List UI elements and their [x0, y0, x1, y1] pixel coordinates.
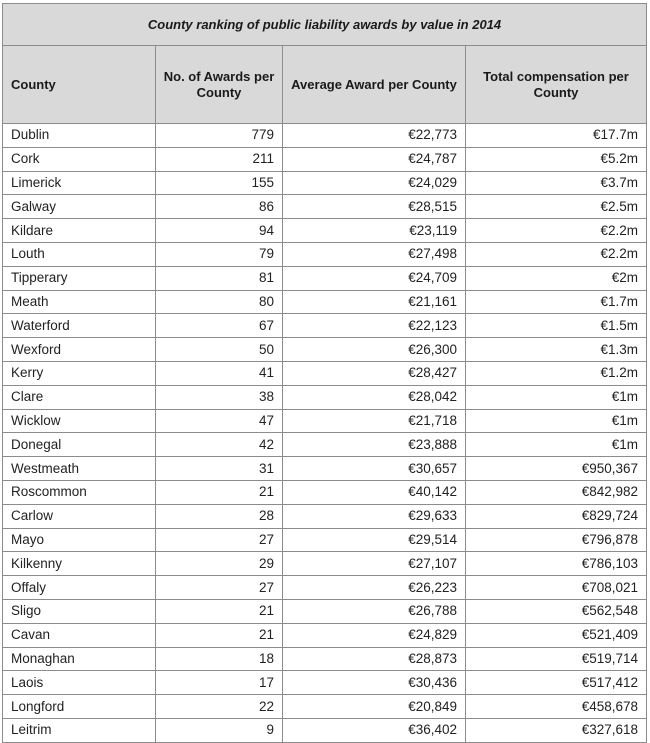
cell-county: Wexford: [3, 338, 156, 362]
cell-county: Meath: [3, 290, 156, 314]
cell-awards: 28: [156, 504, 283, 528]
cell-average: €23,119: [283, 219, 466, 243]
cell-awards: 18: [156, 647, 283, 671]
cell-average: €29,633: [283, 504, 466, 528]
cell-awards: 17: [156, 671, 283, 695]
cell-awards: 94: [156, 219, 283, 243]
cell-total: €562,548: [466, 599, 647, 623]
table-row: [3, 171, 647, 195]
cell-county: Kilkenny: [3, 552, 156, 576]
cell-awards: 211: [156, 147, 283, 171]
cell-total: €1.2m: [466, 361, 647, 385]
table-row: [3, 433, 647, 457]
cell-total: €5.2m: [466, 147, 647, 171]
cell-total: €327,618: [466, 718, 647, 742]
cell-awards: 27: [156, 576, 283, 600]
cell-county: Mayo: [3, 528, 156, 552]
cell-average: €29,514: [283, 528, 466, 552]
cell-average: €30,657: [283, 457, 466, 481]
table-row: [3, 290, 647, 314]
cell-total: €786,103: [466, 552, 647, 576]
cell-county: Waterford: [3, 314, 156, 338]
cell-average: €27,498: [283, 242, 466, 266]
cell-awards: 21: [156, 623, 283, 647]
cell-total: €796,878: [466, 528, 647, 552]
cell-county: Clare: [3, 385, 156, 409]
cell-total: €950,367: [466, 457, 647, 481]
table-row: [3, 147, 647, 171]
cell-county: Limerick: [3, 171, 156, 195]
cell-total: €521,409: [466, 623, 647, 647]
cell-average: €26,788: [283, 599, 466, 623]
cell-total: €458,678: [466, 695, 647, 719]
cell-county: Kerry: [3, 361, 156, 385]
table-row: [3, 504, 647, 528]
cell-average: €28,427: [283, 361, 466, 385]
table-row: [3, 314, 647, 338]
cell-awards: 779: [156, 124, 283, 148]
cell-average: €40,142: [283, 480, 466, 504]
cell-county: Monaghan: [3, 647, 156, 671]
table-row: [3, 695, 647, 719]
cell-awards: 42: [156, 433, 283, 457]
cell-average: €23,888: [283, 433, 466, 457]
cell-county: Offaly: [3, 576, 156, 600]
table-row: [3, 718, 647, 742]
table-row: [3, 409, 647, 433]
cell-county: Galway: [3, 195, 156, 219]
table-row: [3, 361, 647, 385]
cell-awards: 81: [156, 266, 283, 290]
header-total: Total compensation per County: [466, 46, 647, 124]
table-row: [3, 266, 647, 290]
cell-awards: 41: [156, 361, 283, 385]
cell-total: €829,724: [466, 504, 647, 528]
table-row: [3, 338, 647, 362]
cell-average: €26,223: [283, 576, 466, 600]
table-row: [3, 242, 647, 266]
cell-awards: 47: [156, 409, 283, 433]
cell-county: Cork: [3, 147, 156, 171]
cell-total: €3.7m: [466, 171, 647, 195]
cell-county: Sligo: [3, 599, 156, 623]
cell-county: Donegal: [3, 433, 156, 457]
table-row: [3, 599, 647, 623]
cell-awards: 21: [156, 599, 283, 623]
cell-awards: 29: [156, 552, 283, 576]
cell-average: €28,042: [283, 385, 466, 409]
cell-average: €22,123: [283, 314, 466, 338]
table-row: [3, 219, 647, 243]
cell-awards: 80: [156, 290, 283, 314]
cell-total: €1m: [466, 385, 647, 409]
cell-awards: 67: [156, 314, 283, 338]
cell-county: Leitrim: [3, 718, 156, 742]
cell-total: €1.3m: [466, 338, 647, 362]
cell-awards: 86: [156, 195, 283, 219]
cell-average: €30,436: [283, 671, 466, 695]
cell-awards: 9: [156, 718, 283, 742]
cell-awards: 31: [156, 457, 283, 481]
cell-total: €2.2m: [466, 242, 647, 266]
table-row: [3, 576, 647, 600]
cell-awards: 38: [156, 385, 283, 409]
table-row: [3, 623, 647, 647]
cell-awards: 50: [156, 338, 283, 362]
header-county: County: [3, 46, 156, 124]
cell-county: Roscommon: [3, 480, 156, 504]
cell-total: €519,714: [466, 647, 647, 671]
table-row: [3, 647, 647, 671]
cell-average: €24,829: [283, 623, 466, 647]
cell-total: €1.5m: [466, 314, 647, 338]
table-row: [3, 528, 647, 552]
cell-average: €21,161: [283, 290, 466, 314]
header-average: Average Award per County: [283, 46, 466, 124]
cell-awards: 22: [156, 695, 283, 719]
cell-awards: 27: [156, 528, 283, 552]
cell-awards: 155: [156, 171, 283, 195]
table-body: [3, 124, 647, 743]
cell-county: Cavan: [3, 623, 156, 647]
cell-county: Dublin: [3, 124, 156, 148]
cell-average: €24,787: [283, 147, 466, 171]
awards-table-container: [2, 3, 646, 743]
cell-total: €708,021: [466, 576, 647, 600]
cell-total: €2.2m: [466, 219, 647, 243]
cell-average: €28,515: [283, 195, 466, 219]
cell-county: Wicklow: [3, 409, 156, 433]
cell-average: €24,709: [283, 266, 466, 290]
cell-total: €17.7m: [466, 124, 647, 148]
cell-total: €1m: [466, 433, 647, 457]
cell-total: €517,412: [466, 671, 647, 695]
header-row: [3, 46, 647, 124]
cell-county: Carlow: [3, 504, 156, 528]
cell-average: €21,718: [283, 409, 466, 433]
cell-total: €1.7m: [466, 290, 647, 314]
cell-county: Louth: [3, 242, 156, 266]
cell-awards: 79: [156, 242, 283, 266]
cell-county: Laois: [3, 671, 156, 695]
table-row: [3, 671, 647, 695]
cell-average: €28,873: [283, 647, 466, 671]
cell-total: €842,982: [466, 480, 647, 504]
cell-county: Tipperary: [3, 266, 156, 290]
cell-total: €1m: [466, 409, 647, 433]
cell-average: €36,402: [283, 718, 466, 742]
cell-county: Kildare: [3, 219, 156, 243]
table-row: [3, 385, 647, 409]
cell-total: €2m: [466, 266, 647, 290]
cell-average: €20,849: [283, 695, 466, 719]
cell-county: Westmeath: [3, 457, 156, 481]
table-row: [3, 457, 647, 481]
cell-average: €24,029: [283, 171, 466, 195]
table-row: [3, 124, 647, 148]
title-row: [3, 4, 647, 46]
table-row: [3, 195, 647, 219]
table-title: County ranking of public liability awards by value in 2014: [3, 4, 647, 46]
cell-awards: 21: [156, 480, 283, 504]
cell-total: €2.5m: [466, 195, 647, 219]
awards-table: [2, 3, 647, 743]
table-row: [3, 480, 647, 504]
cell-county: Longford: [3, 695, 156, 719]
cell-average: €26,300: [283, 338, 466, 362]
table-row: [3, 552, 647, 576]
cell-average: €27,107: [283, 552, 466, 576]
header-awards: No. of Awards per County: [156, 46, 283, 124]
cell-average: €22,773: [283, 124, 466, 148]
